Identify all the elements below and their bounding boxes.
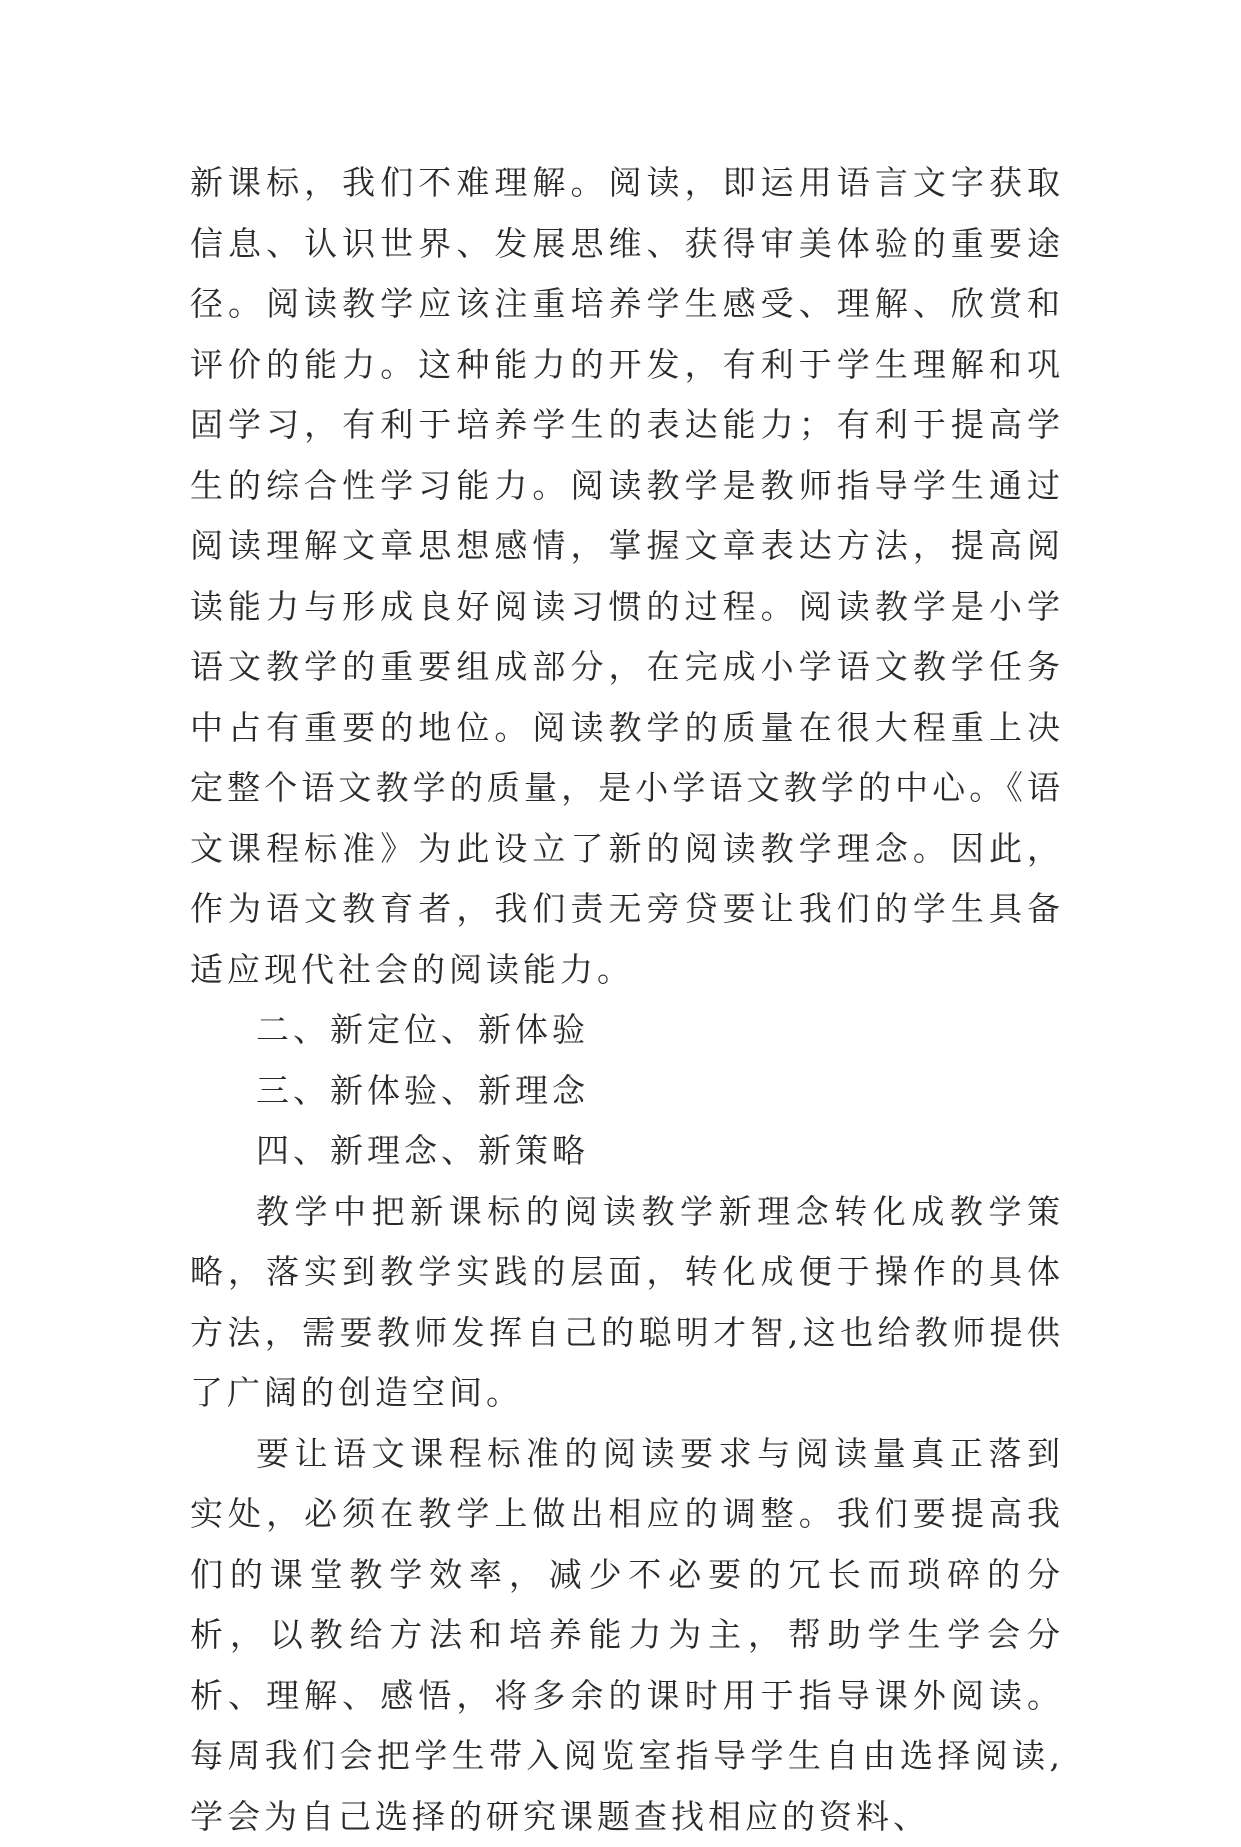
section-heading-4: 四、新理念、新策略 (190, 1121, 1064, 1182)
document-body (190, 153, 1064, 1847)
paragraph-continued: 新课标，我们不难理解。阅读，即运用语言文字获取信息、认识世界、发展思维、获得审美体验的重要途径。阅读教学应该注重培养学生感受、理解、欣赏和评价的能力。这种能力的开发，有利于学生理解和巩固学习，有利于培养学生的表达能力；有利于提高学生的综合性学习能力。阅读教学是教师指导学生通过阅读理解文章思想感情，掌握文章表达方法，提高阅读能力与形成良好阅读习惯的过程。阅读教学是小学语文教学的重要组成部分，在完成小学语文教学任务中占有重要的地位。阅读教学的质量在很大程重上决定整个语文教学的质量，是小学语文教学的中心。《语文课程标准》为此设立了新的阅读教学理念。因此，作为语文教育者，我们责无旁贷要让我们的学生具备适应现代社会的阅读能力。 (190, 153, 1064, 1000)
section-heading-3: 三、新体验、新理念 (190, 1061, 1064, 1122)
paragraph-strategy: 教学中把新课标的阅读教学新理念转化成教学策略，落实到教学实践的层面，转化成便于操作的具体方法，需要教师发挥自己的聪明才智,这也给教师提供了广阔的创造空间。 (190, 1182, 1064, 1424)
paragraph-adjustment: 要让语文课程标准的阅读要求与阅读量真正落到实处，必须在教学上做出相应的调整。我们要提高我们的课堂教学效率，减少不必要的冗长而琐碎的分析，以教给方法和培养能力为主，帮助学生学会分析、理解、感悟，将多余的课时用于指导课外阅读。每周我们会把学生带入阅览室指导学生自由选择阅读,学会为自己选择的研究课题查找相应的资料、 (190, 1424, 1064, 1847)
section-heading-2: 二、新定位、新体验 (190, 1000, 1064, 1061)
